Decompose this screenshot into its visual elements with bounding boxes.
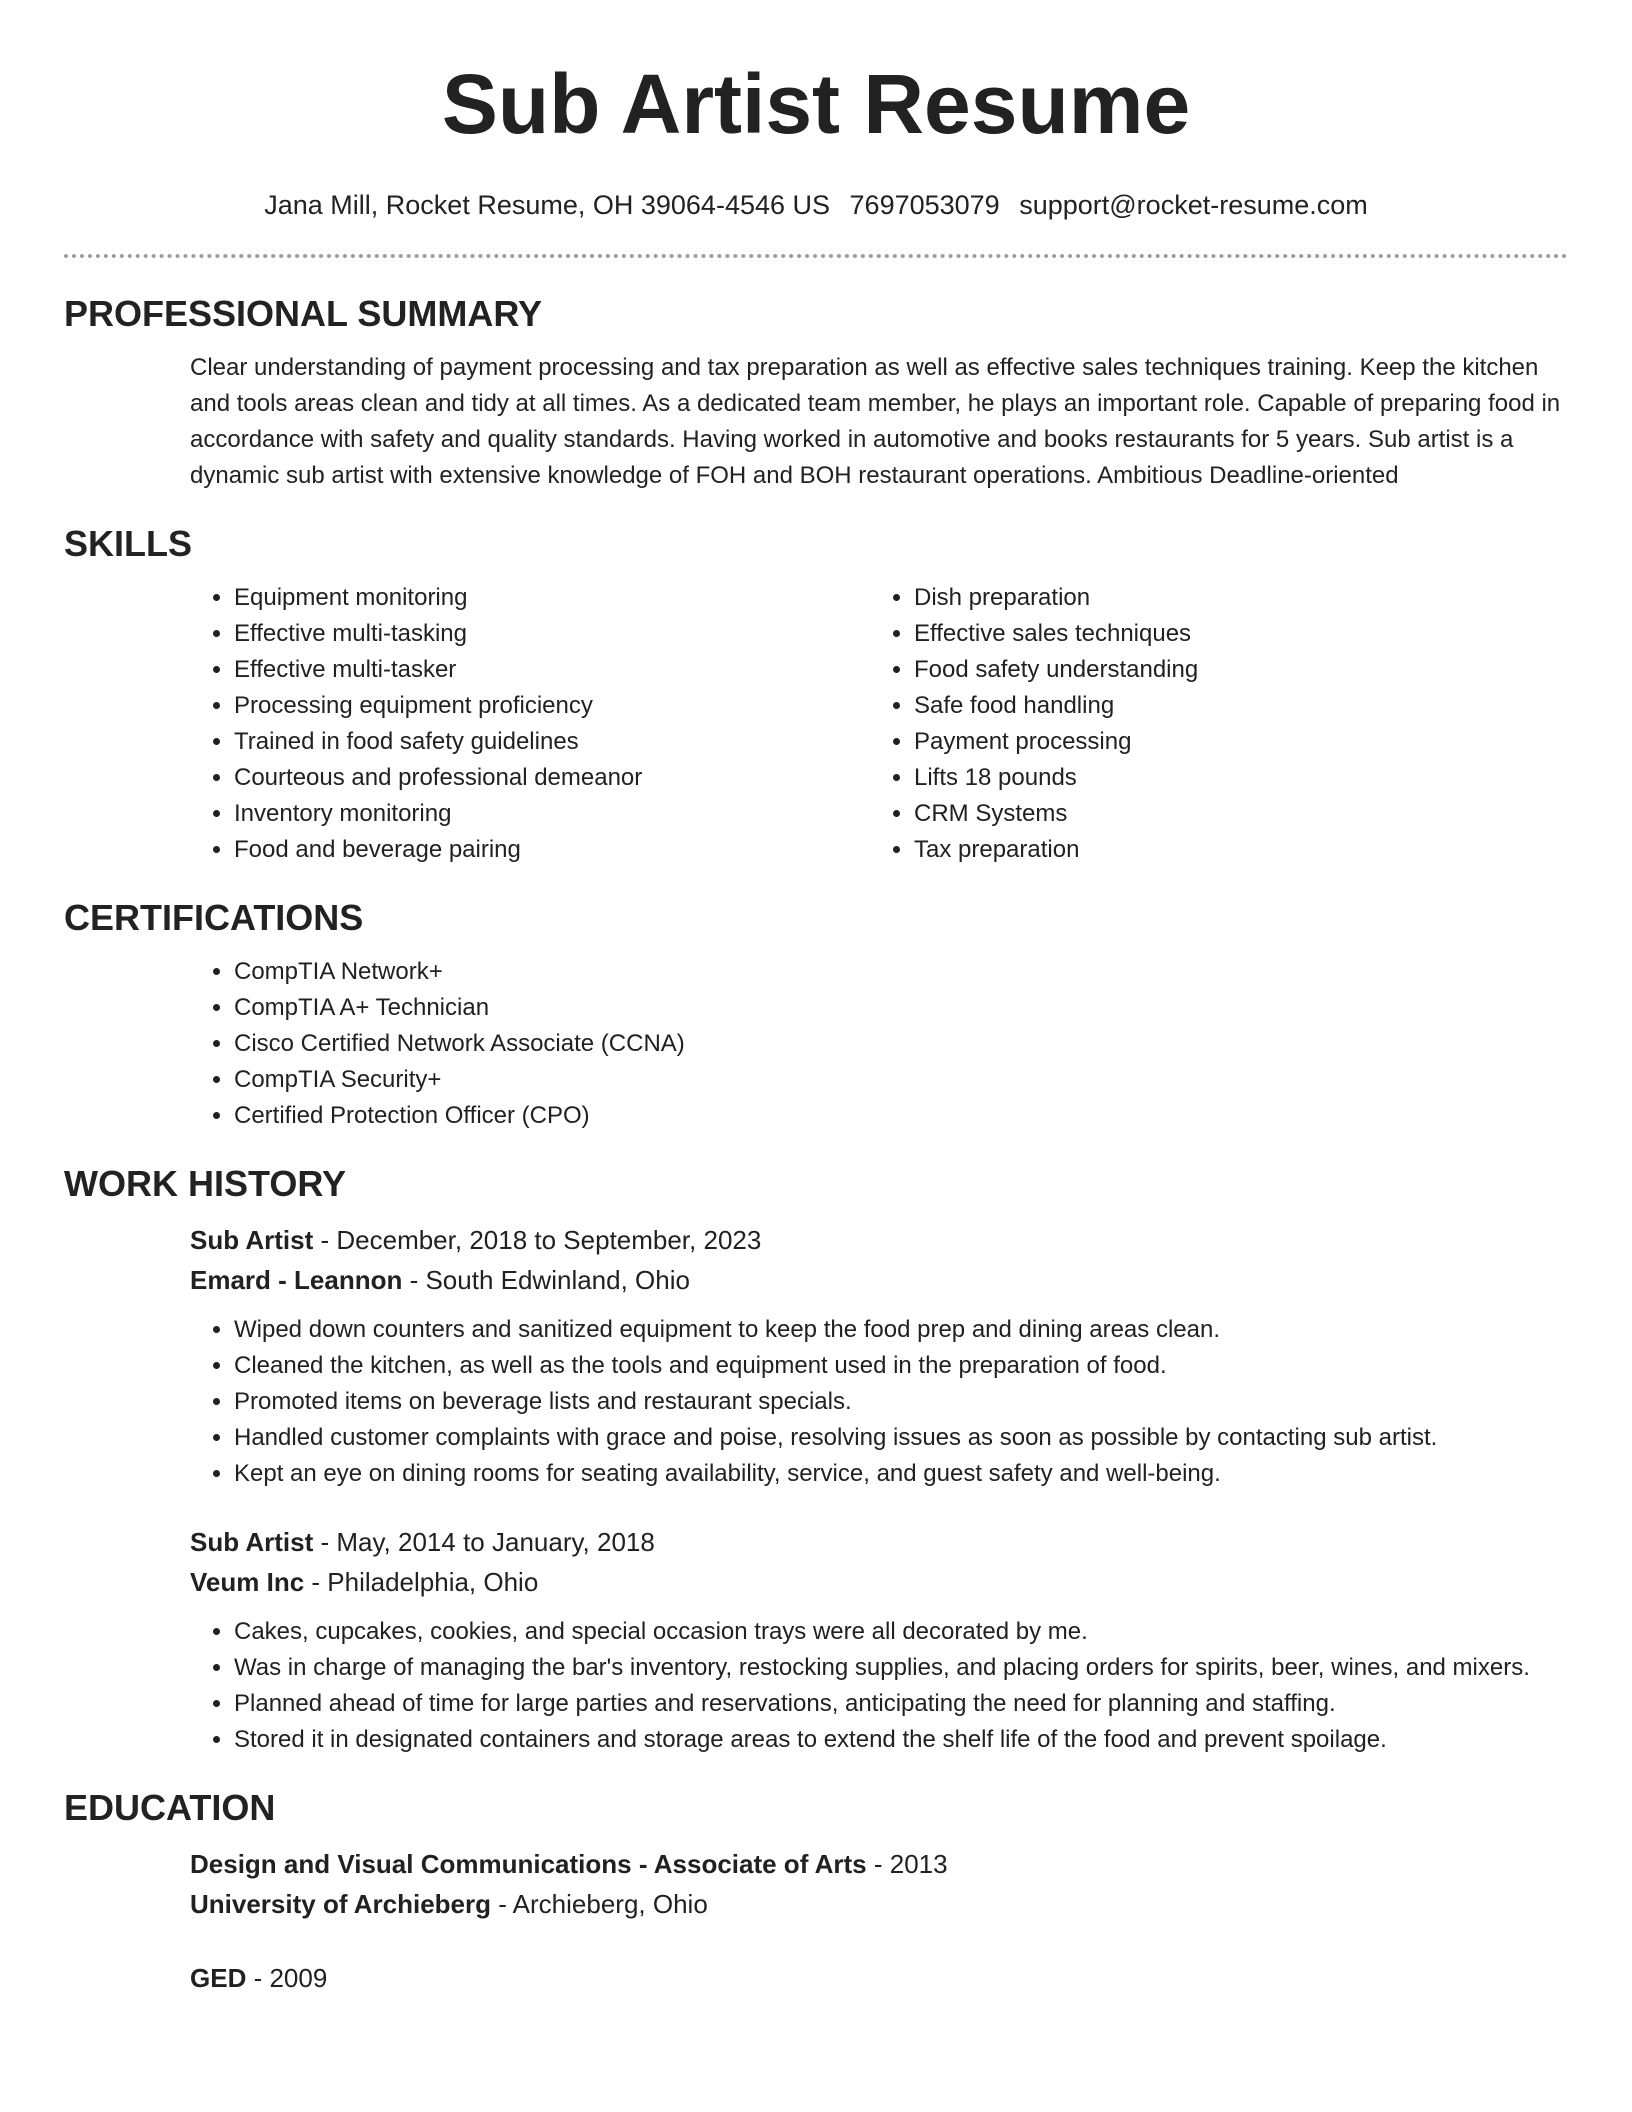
work-history-heading: WORK HISTORY bbox=[64, 1163, 347, 1204]
certification-item: • Certified Protection Officer (CPO) bbox=[234, 1098, 1568, 1134]
certification-item: • CompTIA A+ Technician bbox=[234, 990, 1568, 1026]
job-location: - Philadelphia, Ohio bbox=[304, 1567, 539, 1597]
skill-item: • Effective multi-tasking bbox=[234, 616, 870, 652]
job-title-line bbox=[190, 1220, 1568, 1260]
summary-text: Clear understanding of payment processing and tax preparation as well as effective sales techniques training. Keep the kitchen and tools areas clean and tidy at all times. As a dedicated team member, he plays an important role. Capable of preparing food in accordance with safety and quality standards. Having worked in automotive and books restaurants for 5 years. Sub artist is a dynamic sub artist with extensive knowledge of FOH and BOH restaurant operations. Ambitious Deadline-oriented bbox=[190, 354, 1561, 489]
education-school: University of Archieberg bbox=[190, 1889, 492, 1919]
job-bullet: • Planned ahead of time for large parties and reservations, anticipating the need for planning and staffing. bbox=[234, 1686, 1568, 1722]
job-bullet: • Handled customer complaints with grace and poise, resolving issues as soon as possible by contacting sub artist. bbox=[234, 1420, 1568, 1456]
education-year: - 2009 bbox=[246, 1963, 328, 1993]
skill-item: • Equipment monitoring bbox=[234, 580, 870, 616]
certification-item: • CompTIA Network+ bbox=[234, 954, 1568, 990]
skill-item: • Courteous and professional demeanor bbox=[234, 760, 870, 796]
job-company: Veum Inc bbox=[190, 1567, 305, 1597]
job-dates: - December, 2018 to September, 2023 bbox=[313, 1225, 762, 1255]
contact-phone: 7697053079 bbox=[849, 190, 1000, 220]
job-bullet: • Stored it in designated containers and storage areas to extend the shelf life of the food and prevent spoilage. bbox=[234, 1722, 1568, 1758]
skill-item: • Food and beverage pairing bbox=[234, 832, 870, 868]
certification-item: • Cisco Certified Network Associate (CCNA) bbox=[234, 1026, 1568, 1062]
skill-item: • CRM Systems bbox=[914, 796, 1550, 832]
skill-item: • Inventory monitoring bbox=[234, 796, 870, 832]
job-bullet: • Cakes, cupcakes, cookies, and special occasion trays were all decorated by me. bbox=[234, 1614, 1568, 1650]
education-heading: EDUCATION bbox=[64, 1787, 276, 1828]
job-company-line bbox=[190, 1562, 1568, 1602]
education-degree-line bbox=[190, 1844, 1568, 1884]
resume-page bbox=[64, 0, 1568, 1998]
job-bullet: • Wiped down counters and sanitized equipment to keep the food prep and dining areas clean. bbox=[234, 1312, 1568, 1348]
job-title: Sub Artist bbox=[190, 1527, 314, 1557]
job-bullet: • Promoted items on beverage lists and restaurant specials. bbox=[234, 1384, 1568, 1420]
education-school-line bbox=[190, 1884, 1568, 1924]
contact-email: support@rocket-resume.com bbox=[1019, 190, 1368, 220]
resume-title: Sub Artist Resume bbox=[441, 57, 1191, 151]
skill-item: • Effective multi-tasker bbox=[234, 652, 870, 688]
skill-item: • Dish preparation bbox=[914, 580, 1550, 616]
skill-item: • Tax preparation bbox=[914, 832, 1550, 868]
skill-item: • Food safety understanding bbox=[914, 652, 1550, 688]
contact-address: Jana Mill, Rocket Resume, OH 39064-4546 US bbox=[264, 190, 831, 220]
skill-item: • Safe food handling bbox=[914, 688, 1550, 724]
job-title: Sub Artist bbox=[190, 1225, 314, 1255]
skill-item: • Effective sales techniques bbox=[914, 616, 1550, 652]
education-degree: Design and Visual Communications - Associate of Arts bbox=[190, 1849, 867, 1879]
education-degree-line bbox=[190, 1958, 1568, 1998]
job-bullet: • Cleaned the kitchen, as well as the tools and equipment used in the preparation of food. bbox=[234, 1348, 1568, 1384]
header-divider bbox=[64, 254, 1568, 258]
skill-item: • Lifts 18 pounds bbox=[914, 760, 1550, 796]
education-entry bbox=[190, 1958, 1568, 1998]
job-bullet: • Was in charge of managing the bar's inventory, restocking supplies, and placing orders for spirits, beer, wines, and mixers. bbox=[234, 1650, 1568, 1686]
job-bullet: • Kept an eye on dining rooms for seating availability, service, and guest safety and well-being. bbox=[234, 1456, 1568, 1492]
job-title-line bbox=[190, 1522, 1568, 1562]
education-location: - Archieberg, Ohio bbox=[491, 1889, 708, 1919]
certification-item: • CompTIA Security+ bbox=[234, 1062, 1568, 1098]
education-entry bbox=[190, 1844, 1568, 1924]
job-entry bbox=[190, 1522, 1568, 1758]
skills-heading: SKILLS bbox=[64, 523, 193, 564]
skills-column-right bbox=[870, 580, 1550, 868]
skill-item: • Processing equipment proficiency bbox=[234, 688, 870, 724]
skill-item: • Payment processing bbox=[914, 724, 1550, 760]
job-company-line bbox=[190, 1260, 1568, 1300]
job-location: - South Edwinland, Ohio bbox=[402, 1265, 690, 1295]
skill-item: • Trained in food safety guidelines bbox=[234, 724, 870, 760]
job-dates: - May, 2014 to January, 2018 bbox=[313, 1527, 655, 1557]
certifications-heading: CERTIFICATIONS bbox=[64, 897, 364, 938]
certifications-list bbox=[190, 954, 1568, 1134]
summary-heading: PROFESSIONAL SUMMARY bbox=[64, 293, 543, 334]
education-year: - 2013 bbox=[866, 1849, 948, 1879]
job-entry bbox=[190, 1220, 1568, 1492]
skills-list bbox=[190, 580, 1568, 868]
skills-column-left bbox=[190, 580, 870, 868]
contact-line bbox=[64, 188, 1568, 222]
education-degree: GED bbox=[190, 1963, 247, 1993]
job-company: Emard - Leannon bbox=[190, 1265, 403, 1295]
